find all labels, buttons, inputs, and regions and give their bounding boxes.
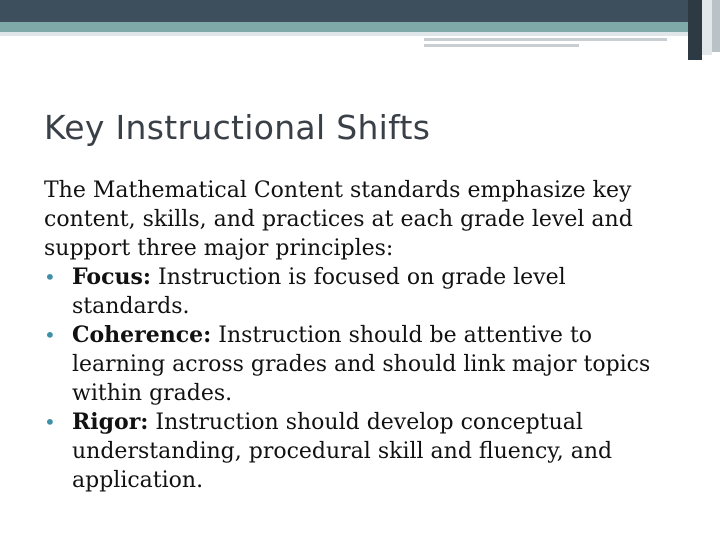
bullet-text: Instruction is focused on grade level standards. bbox=[72, 265, 566, 319]
intro-paragraph: The Mathematical Content standards emphasize key content, skills, and practices at each grade level and support three major principles: bbox=[44, 178, 633, 261]
bullet-text: Instruction should be attentive to learning across grades and should link major topics within grades. bbox=[72, 323, 651, 406]
bullet-dot-icon: • bbox=[44, 265, 56, 289]
bullet-rigor bbox=[44, 408, 684, 495]
bullet-term: Coherence: bbox=[72, 322, 212, 348]
principles-list bbox=[44, 263, 684, 495]
corner-accent-dark bbox=[688, 0, 702, 60]
bullet-dot-icon: • bbox=[44, 410, 56, 434]
slide-title: Key Instructional Shifts bbox=[44, 108, 431, 147]
header-accent-line-short bbox=[424, 44, 579, 47]
corner-accent-mid bbox=[712, 0, 720, 52]
bullet-term: Focus: bbox=[72, 264, 151, 290]
header-bar-teal bbox=[0, 22, 720, 32]
bullet-coherence bbox=[44, 321, 684, 408]
bullet-text: Instruction should develop conceptual understanding, procedural skill and fluency, and application. bbox=[72, 410, 613, 493]
header-bar-light bbox=[0, 32, 720, 36]
bullet-focus bbox=[44, 263, 684, 321]
header-accent-line-long bbox=[424, 38, 667, 41]
header-bar-dark bbox=[0, 0, 720, 22]
bullet-dot-icon: • bbox=[44, 323, 56, 347]
corner-accent-light bbox=[702, 0, 712, 55]
slide-body bbox=[44, 176, 684, 495]
bullet-term: Rigor: bbox=[72, 409, 149, 435]
